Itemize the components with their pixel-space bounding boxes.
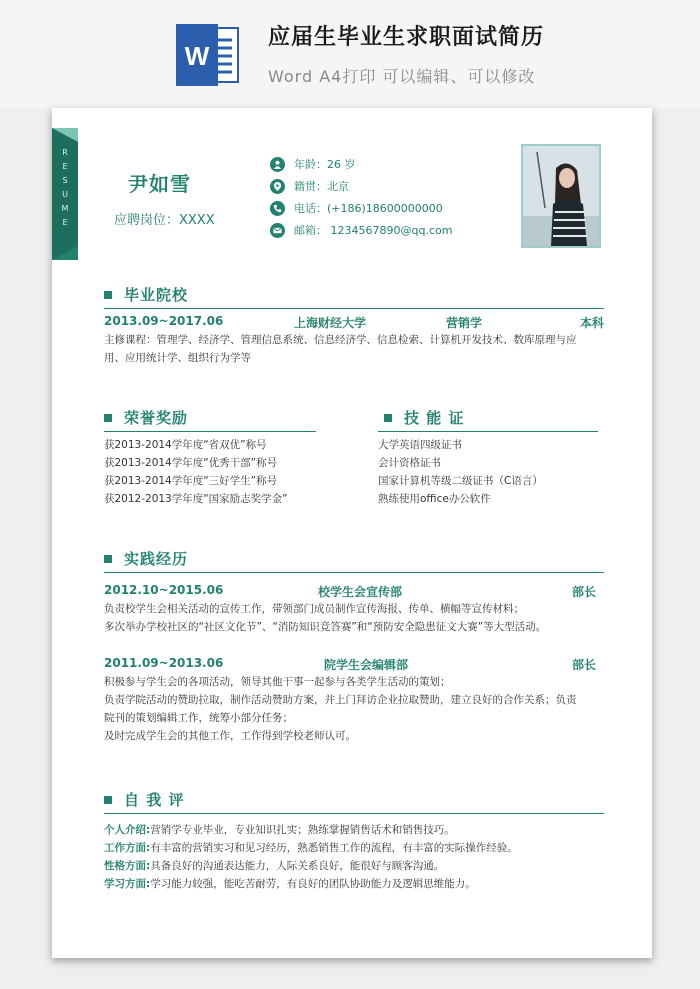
candidate-name: 尹如雪 [128, 172, 191, 196]
self-eval-list [104, 821, 518, 893]
practice-period: 2011.09~2013.06 [104, 656, 224, 670]
honor-item: 获2013-2014学年度“三好学生”称号 [104, 475, 278, 487]
practice-org: 院学生会编辑部 [324, 658, 409, 672]
practice-period: 2012.10~2015.06 [104, 583, 224, 597]
skill-item: 会计资格证书 [378, 457, 441, 469]
info-hometown-text: 籍贯：北京 [294, 180, 349, 193]
education-period: 2013.09~2017.06 [104, 314, 224, 328]
self-eval-item: 学习方面:学习能力较强，能吃苦耐劳，有良好的团队协助能力及逻辑思维能力。 [104, 878, 476, 890]
profile-photo [521, 144, 601, 248]
education-degree: 本科 [580, 316, 605, 330]
practice-line: 院刊的策划编辑工作，统筹小部分任务； [104, 712, 293, 724]
info-email-text: 邮箱： 1234567890@qq.com [294, 224, 453, 237]
top-banner [0, 0, 700, 108]
education-section-title: 毕业院校 [104, 284, 188, 305]
word-document-icon [174, 22, 240, 88]
self-eval-item: 性格方面:具备良好的沟通表达能力，人际关系良好，能很好与顾客沟通。 [104, 860, 445, 872]
section-marker-icon [104, 555, 112, 563]
skills-section-title: 技 能 证 [384, 407, 464, 428]
education-major: 营销学 [446, 316, 483, 330]
practice-entry-header [104, 656, 604, 672]
practice-line: 负责校学生会相关活动的宣传工作，带领部门成员制作宣传海报、传单、横幅等宣传材料； [104, 603, 524, 615]
education-entry-header [104, 314, 604, 330]
practice-line: 积极参与学生会的各项活动，领导其他干事一起参与各类学生活动的策划； [104, 676, 451, 688]
practice-divider [104, 572, 604, 573]
self-eval-section-title: 自 我 评 [104, 789, 184, 810]
info-email [270, 222, 452, 238]
self-eval-item: 个人介绍:营销学专业毕业，专业知识扎实；熟练掌握销售话术和销售技巧。 [104, 824, 455, 836]
applied-position: 应聘岗位：XXXX [114, 213, 215, 228]
ribbon-letter: E [62, 162, 68, 171]
skill-item: 熟练使用office办公软件 [378, 493, 491, 505]
resume-page [52, 108, 652, 958]
location-icon [270, 179, 285, 194]
skill-item: 国家计算机等级二级证书（C语言） [378, 475, 543, 487]
info-age [270, 156, 356, 172]
practice-description [104, 600, 546, 636]
education-divider [104, 308, 604, 309]
person-icon [270, 157, 285, 172]
phone-icon [270, 201, 285, 216]
ribbon-letter: M [61, 204, 69, 213]
honors-divider [104, 431, 316, 432]
practice-line: 多次举办学校社区的“社区文化节”、“消防知识竞答赛”和“预防安全隐患征文大赛”等大型活动。 [104, 621, 547, 633]
section-marker-icon [104, 291, 112, 299]
courses-line: 主修课程：管理学、经济学、管理信息系统、信息经济学、信息检索、计算机开发技术、数库原理与应 [104, 334, 577, 346]
practice-section-title: 实践经历 [104, 548, 188, 569]
honor-item: 获2013-2014学年度“优秀干部”称号 [104, 457, 278, 469]
practice-description [104, 673, 577, 745]
info-phone-text: 电话：(+186)18600000000 [294, 202, 443, 215]
banner-subtitle: Word A4打印 可以编辑、可以修改 [268, 67, 536, 86]
skill-item: 大学英语四级证书 [378, 439, 462, 451]
honor-item: 获2013-2014学年度“省双优”称号 [104, 439, 267, 451]
practice-org: 校学生会宣传部 [318, 585, 403, 599]
info-age-text: 年龄：26 岁 [294, 158, 356, 171]
education-school: 上海财经大学 [294, 316, 367, 330]
practice-line: 及时完成学生会的其他工作，工作得到学校老师认可。 [104, 730, 356, 742]
skills-list [378, 436, 543, 508]
practice-role: 部长 [572, 585, 597, 599]
ribbon-letter: R [62, 148, 68, 157]
honors-list [104, 436, 288, 508]
honor-item: 获2012-2013学年度“国家励志奖学金” [104, 493, 288, 505]
section-marker-icon [104, 796, 112, 804]
self-eval-divider [104, 813, 604, 814]
practice-line: 负责学院活动的赞助拉取，制作活动赞助方案，并上门拜访企业拉取赞助，建立良好的合作关系；负责 [104, 694, 577, 706]
info-hometown [270, 178, 349, 194]
ribbon-letter: S [62, 176, 68, 185]
ribbon-letter: U [62, 190, 68, 199]
banner-title: 应届生毕业生求职面试简历 [268, 25, 545, 50]
info-phone [270, 200, 443, 216]
self-eval-item: 工作方面:有丰富的营销实习和见习经历，熟悉销售工作的流程，有丰富的实际操作经验。 [104, 842, 518, 854]
practice-entry-header [104, 583, 604, 599]
ribbon-letter: E [62, 218, 68, 227]
education-courses [104, 331, 577, 367]
email-icon [270, 223, 285, 238]
honors-section-title: 荣誉奖励 [104, 407, 188, 428]
practice-role: 部长 [572, 658, 597, 672]
ribbon-letters [52, 146, 78, 230]
section-marker-icon [104, 414, 112, 422]
courses-line: 用、应用统计学、组织行为学等 [104, 352, 251, 364]
svg-text:W: W [184, 41, 210, 71]
section-marker-icon [384, 414, 392, 422]
skills-divider [378, 431, 598, 432]
